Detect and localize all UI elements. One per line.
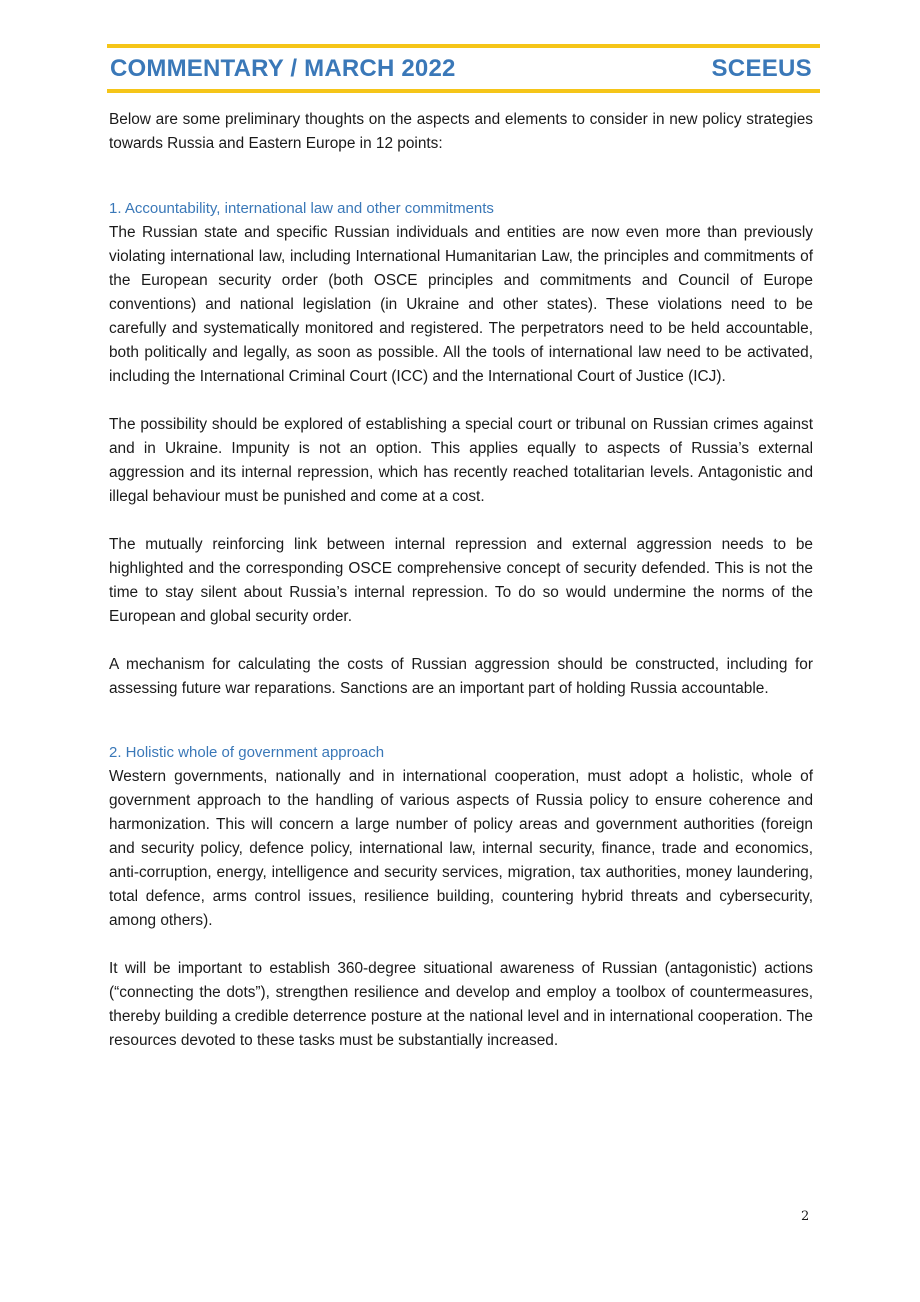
intro-paragraph: Below are some preliminary thoughts on the aspects and elements to consider in new policy strategies towards Russia and Eastern Europe in 12 points: xyxy=(109,111,813,152)
section-heading: 1. Accountability, international law and other commitments xyxy=(109,200,494,217)
body-paragraph: A mechanism for calculating the costs of Russian aggression should be constructed, including for assessing future war reparations. Sanctions are an important part of holding Russia accountable. xyxy=(109,656,813,697)
body-paragraph: The mutually reinforcing link between internal repression and external aggression needs to be highlighted and the corresponding OSCE comprehensive concept of security defended. This is not the time to stay silent about Russia’s internal repression. To do so would undermine the norms of the European and global security order. xyxy=(109,536,813,625)
header-title: COMMENTARY / MARCH 2022 xyxy=(110,55,456,82)
section-accountability xyxy=(109,197,813,701)
section-heading: 2. Holistic whole of government approach xyxy=(109,744,385,761)
page-number: 2 xyxy=(801,1209,810,1224)
body-paragraph: It will be important to establish 360-degree situational awareness of Russian (antagonistic) actions (“connecting the dots”), strengthen resilience and develop and employ a toolbox of countermeasures, thereby building a credible deterrence posture at the national level and in international cooperation. The resources devoted to these tasks must be substantially increased. xyxy=(109,960,813,1049)
body-paragraph: The possibility should be explored of establishing a special court or tribunal on Russian crimes against and in Ukraine. Impunity is not an option. This applies equally to aspects of Russia’s external aggression and its internal repression, which has recently reached totalitarian levels. Antagonistic and illegal behaviour must be punished and come at a cost. xyxy=(109,416,813,505)
brand-logo-text: SCEEUS xyxy=(711,55,812,82)
section-whole-of-government xyxy=(109,741,813,1053)
page-header xyxy=(107,44,820,93)
document-body xyxy=(109,108,813,1077)
body-paragraph: Western governments, nationally and in international cooperation, must adopt a holistic, whole of government approach to the handling of various aspects of Russia policy to ensure coherence and harmonization. This will concern a large number of policy areas and government authorities (foreign and security policy, defence policy, international law, internal security, finance, trade and economics, anti-corruption, energy, intelligence and security services, migration, tax authorities, money laundering, total defence, arms control issues, resilience building, countering hybrid threats and cybersecurity, among others). xyxy=(109,768,813,929)
body-paragraph: The Russian state and specific Russian individuals and entities are now even more than previously violating international law, including International Humanitarian Law, the principles and commitments of the European security order (both OSCE principles and commitments and Council of Europe conventions) and national legislation (in Ukraine and other states). These violations need to be carefully and systematically monitored and registered. The perpetrators need to be held accountable, both politically and legally, as soon as possible. All the tools of international law need to be activated, including the International Criminal Court (ICC) and the International Court of Justice (ICJ). xyxy=(109,224,813,385)
